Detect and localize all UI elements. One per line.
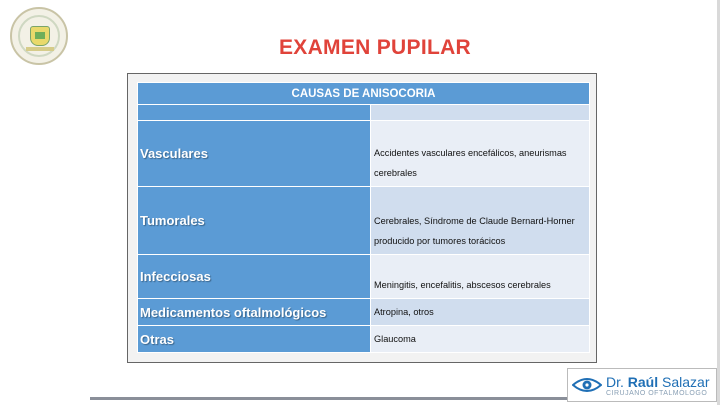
brand-subtitle: CIRUJANO OFTALMÓLOGO — [606, 390, 708, 397]
brand-first-name: Raúl — [627, 374, 659, 390]
table-row — [138, 299, 590, 326]
table-row — [138, 187, 590, 255]
brand-last-name: Salazar — [658, 374, 710, 390]
row-description: Glaucoma — [371, 326, 590, 353]
doctor-brand — [567, 368, 717, 402]
table-header-row — [138, 83, 590, 105]
table-row — [138, 121, 590, 187]
brand-prefix: Dr. — [606, 374, 628, 390]
row-description — [371, 105, 590, 121]
table-row — [138, 105, 590, 121]
row-category — [138, 105, 371, 121]
row-category: Tumorales — [138, 187, 371, 255]
row-description: Accidentes vasculares encefálicos, aneurismas cerebrales — [371, 121, 590, 187]
row-category: Medicamentos oftalmológicos — [138, 299, 371, 326]
row-category: Otras — [138, 326, 371, 353]
anisocoria-table — [137, 82, 590, 353]
table-row — [138, 255, 590, 299]
eye-icon — [572, 376, 602, 394]
row-description: Cerebrales, Síndrome de Claude Bernard-Horner producido por tumores torácicos — [371, 187, 590, 255]
table-slide-panel — [127, 73, 597, 363]
row-description: Atropina, otros — [371, 299, 590, 326]
row-category: Infecciosas — [138, 255, 371, 299]
table-header: CAUSAS DE ANISOCORIA — [138, 83, 590, 105]
brand-name — [606, 374, 709, 390]
slide-title: EXAMEN PUPILAR — [278, 36, 472, 59]
table-row — [138, 326, 590, 353]
row-description: Meningitis, encefalitis, abscesos cerebrales — [371, 255, 590, 299]
row-category: Vasculares — [138, 121, 371, 187]
footer-divider — [90, 397, 600, 400]
